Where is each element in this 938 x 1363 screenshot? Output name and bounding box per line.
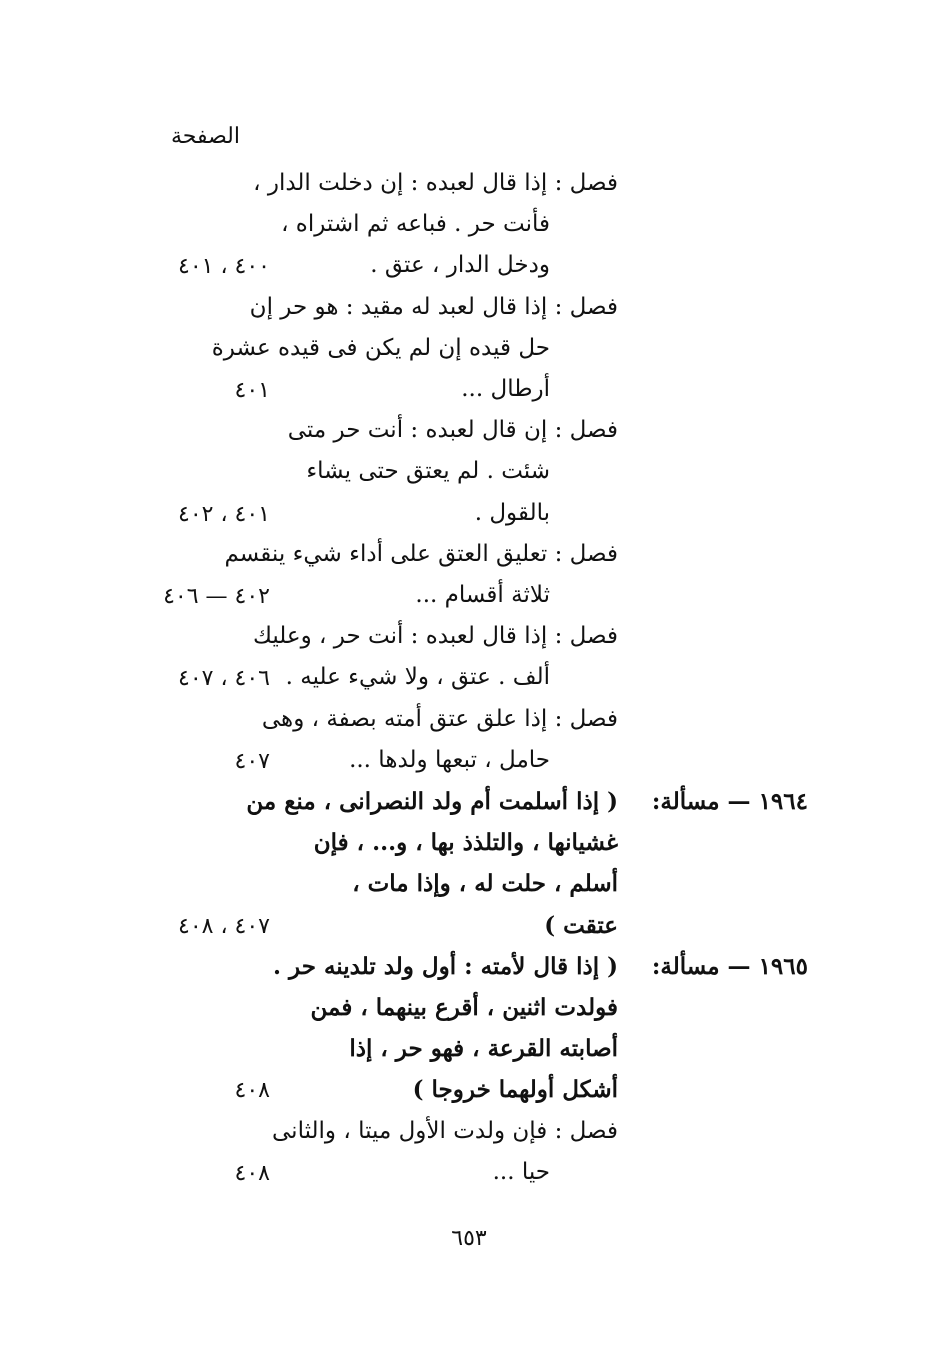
- fasl-text: ألف . عتق ، ولا شيء عليه .: [285, 664, 550, 691]
- page-reference: ٤٠٧ ، ٤٠٨: [178, 913, 270, 939]
- index-row: [0, 211, 938, 251]
- index-row: [0, 170, 938, 210]
- page-reference: ٤٠٧: [234, 748, 270, 774]
- fasl-text: شئت . لم يعتق حتى يشاء: [306, 458, 550, 485]
- fasl-text: حيا ...: [492, 1158, 550, 1185]
- index-row: [0, 252, 938, 292]
- index-row: [0, 582, 938, 622]
- index-row: [0, 1076, 938, 1116]
- page-reference: ٤٠٦ ، ٤٠٧: [178, 666, 270, 692]
- index-row: [0, 994, 938, 1034]
- page-reference: ٤٠١: [234, 378, 270, 403]
- index-row: [0, 747, 938, 787]
- index-row: [0, 870, 938, 910]
- index-row: [0, 335, 938, 375]
- masala-text: ( إذا أسلمت أم ولد النصرانى ، منع من: [246, 788, 618, 815]
- fasl-text: بالقول .: [474, 499, 550, 526]
- index-row: [0, 376, 938, 416]
- masala-text: أشكل أولهما خروجا ): [412, 1076, 618, 1104]
- fasl-text: ثلاثة أقسام ...: [415, 582, 550, 608]
- column-header-pages: الصفحة: [170, 124, 240, 149]
- fasl-text: أرطال ...: [461, 376, 550, 402]
- fasl-text: فصل : إذا قال لعبده : أنت حر ، وعليك: [252, 623, 618, 650]
- masala-text: ( إذا قال لأمته : أول ولد تلدينه حر .: [273, 952, 618, 980]
- page-reference: ٤٠٢ — ٤٠٦: [163, 584, 270, 609]
- fasl-text: حل قيده إن لم يكن فى قيده عشرة: [211, 334, 550, 361]
- page-reference: ٤٠١ ، ٤٠٢: [178, 501, 270, 527]
- masala-label: ١٩٦٤ — مسألة:: [651, 788, 808, 815]
- index-row: [0, 417, 938, 457]
- masala-text: أسلم ، حلت له ، وإذا مات ،: [352, 870, 618, 898]
- fasl-text: ودخل الدار ، عتق .: [370, 252, 550, 279]
- fasl-text: حامل ، تبعها ولدها ...: [349, 746, 550, 773]
- index-row: [0, 953, 938, 993]
- fasl-text: فصل : إذا علق عتق أمته بصفة ، وهى: [261, 705, 618, 732]
- index-row: [0, 1159, 938, 1199]
- masala-text: أصابته القرعة ، فهو حر ، إذا: [349, 1035, 618, 1063]
- fasl-text: فصل : تعليق العتق على أداء شيء ينقسم: [224, 540, 618, 567]
- fasl-text: فصل : إن قال لعبده : أنت حر متى: [287, 417, 618, 444]
- masala-text: عتقت ): [544, 911, 618, 939]
- masala-text: غشيانها ، والتلذذ بها ، و... ، فإن: [313, 829, 618, 857]
- fasl-text: فصل : إذا قال لعبده : إن دخلت الدار ،: [253, 170, 618, 196]
- index-row: [0, 912, 938, 952]
- index-row: [0, 623, 938, 663]
- page-reference: ٤٠٠ ، ٤٠١: [178, 254, 270, 280]
- index-row: [0, 541, 938, 581]
- page-number: ٦٥٣: [451, 1226, 487, 1251]
- index-row: [0, 294, 938, 334]
- index-row: [0, 788, 938, 828]
- page-reference: ٤٠٨: [234, 1078, 270, 1104]
- index-row: [0, 706, 938, 746]
- index-row: [0, 1118, 938, 1158]
- fasl-text: فأنت حر . فباعه ثم اشتراه ،: [281, 211, 550, 238]
- masala-text: فولدت اثنين ، أقرع بينهما ، فمن: [310, 994, 618, 1021]
- index-row: [0, 1035, 938, 1075]
- index-row: [0, 664, 938, 704]
- index-row: [0, 458, 938, 498]
- index-row: [0, 500, 938, 540]
- page-reference: ٤٠٨: [234, 1160, 270, 1186]
- index-row: [0, 829, 938, 869]
- fasl-text: فصل : فإن ولدت الأول ميتا ، والثانى: [272, 1117, 618, 1144]
- masala-label: ١٩٦٥ — مسألة:: [651, 952, 808, 980]
- fasl-text: فصل : إذا قال لعبد له مقيد : هو حر إن: [249, 293, 618, 320]
